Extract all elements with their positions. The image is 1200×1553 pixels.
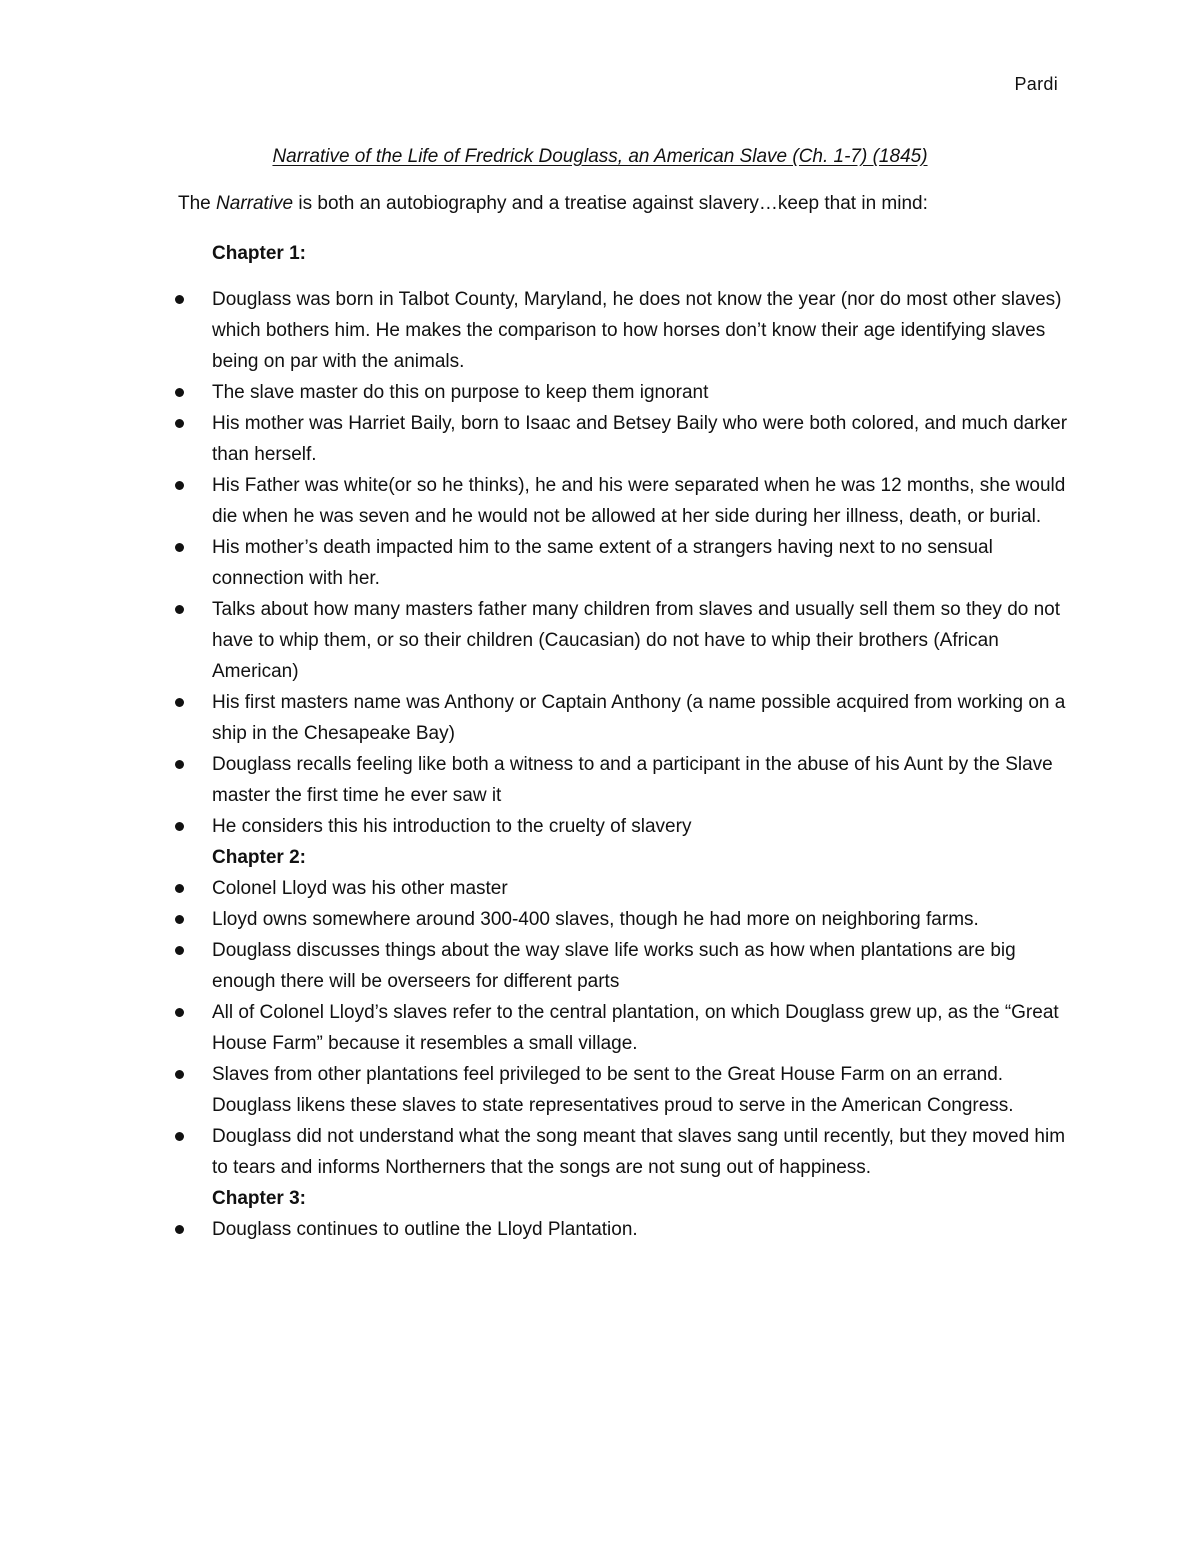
- chapter-heading: Chapter 2:: [212, 847, 306, 868]
- note-text: He considers this his introduction to the cruelty of slavery: [212, 816, 692, 837]
- bullet-icon: [175, 698, 184, 707]
- note-text: His mother’s death impacted him to the same extent of a strangers having next to no sensual connection with her.: [212, 537, 993, 589]
- bullet-icon: [175, 388, 184, 397]
- list-item: [212, 408, 1072, 470]
- list-item: [212, 1121, 1072, 1183]
- note-text: His Father was white(or so he thinks), he and his were separated when he was 12 months, she would die when he was seven and he would not be allowed at her side during her illness, death, or burial.: [212, 475, 1066, 527]
- chapter-heading: Chapter 1:: [212, 243, 306, 264]
- note-text: Douglass recalls feeling like both a witness to and a participant in the abuse of his Aunt by the Slave master the first time he ever saw it: [212, 754, 1053, 806]
- list-item: [212, 470, 1072, 532]
- bullet-icon: [175, 915, 184, 924]
- bullet-icon: [175, 1225, 184, 1234]
- document-title: Narrative of the Life of Fredrick Douglass, an American Slave (Ch. 1-7) (1845): [272, 146, 928, 167]
- notes-body: [212, 238, 1072, 1245]
- bullet-icon: [175, 760, 184, 769]
- list-item: [212, 594, 1072, 687]
- list-item: [212, 749, 1072, 811]
- note-text: Douglass continues to outline the Lloyd Plantation.: [212, 1219, 638, 1240]
- note-text: The slave master do this on purpose to keep them ignorant: [212, 382, 709, 403]
- bullet-icon: [175, 295, 184, 304]
- intro-text-before: The: [178, 193, 217, 214]
- bullet-icon: [175, 1070, 184, 1079]
- list-item: [212, 532, 1072, 594]
- chapter-heading: Chapter 3:: [212, 1188, 306, 1209]
- intro-paragraph: [178, 193, 928, 215]
- chapter-notes-list: [212, 873, 1072, 1183]
- list-item: [212, 935, 1072, 997]
- note-text: Lloyd owns somewhere around 300-400 slaves, though he had more on neighboring farms.: [212, 909, 979, 930]
- bullet-icon: [175, 884, 184, 893]
- note-text: Douglass did not understand what the song meant that slaves sang until recently, but they moved him to tears and informs Northerners that the songs are not sung out of happiness.: [212, 1126, 1066, 1178]
- list-item: [212, 997, 1072, 1059]
- list-item: [212, 687, 1072, 749]
- header-author-name: Pardi: [1014, 74, 1058, 94]
- list-item: [212, 873, 1072, 904]
- bullet-icon: [175, 1008, 184, 1017]
- bullet-icon: [175, 1132, 184, 1141]
- note-text: Douglass was born in Talbot County, Maryland, he does not know the year (nor do most other slaves) which bothers him. He makes the comparison to how horses don’t know their age identifying slaves being on par with the animals.: [212, 289, 1062, 372]
- note-text: Talks about how many masters father many children from slaves and usually sell them so they do not have to whip them, or so their children (Caucasian) do not have to whip their brothers (African American): [212, 599, 1061, 682]
- chapter-notes-list: [212, 284, 1072, 842]
- note-text: Slaves from other plantations feel privileged to be sent to the Great House Farm on an errand. Douglass likens these slaves to state representatives proud to serve in the American Congress.: [212, 1064, 1014, 1116]
- bullet-icon: [175, 822, 184, 831]
- list-item: [212, 284, 1072, 377]
- bullet-icon: [175, 419, 184, 428]
- intro-text-after: is both an autobiography and a treatise against slavery…keep that in mind:: [293, 193, 928, 214]
- bullet-icon: [175, 946, 184, 955]
- note-text: All of Colonel Lloyd’s slaves refer to the central plantation, on which Douglass grew up, as the “Great House Farm” because it resembles a small village.: [212, 1002, 1059, 1054]
- note-text: Douglass discusses things about the way slave life works such as how when plantations are big enough there will be overseers for different parts: [212, 940, 1016, 992]
- list-item: [212, 1059, 1072, 1121]
- list-item: [212, 1214, 1072, 1245]
- note-text: Colonel Lloyd was his other master: [212, 878, 508, 899]
- bullet-icon: [175, 481, 184, 490]
- bullet-icon: [175, 543, 184, 552]
- list-item: [212, 811, 1072, 842]
- list-item: [212, 904, 1072, 935]
- bullet-icon: [175, 605, 184, 614]
- list-item: [212, 377, 1072, 408]
- intro-italic-word: Narrative: [216, 193, 294, 214]
- chapter-notes-list: [212, 1214, 1072, 1245]
- note-text: His first masters name was Anthony or Captain Anthony (a name possible acquired from working on a ship in the Chesapeake Bay): [212, 692, 1066, 744]
- note-text: His mother was Harriet Baily, born to Isaac and Betsey Baily who were both colored, and much darker than herself.: [212, 413, 1068, 465]
